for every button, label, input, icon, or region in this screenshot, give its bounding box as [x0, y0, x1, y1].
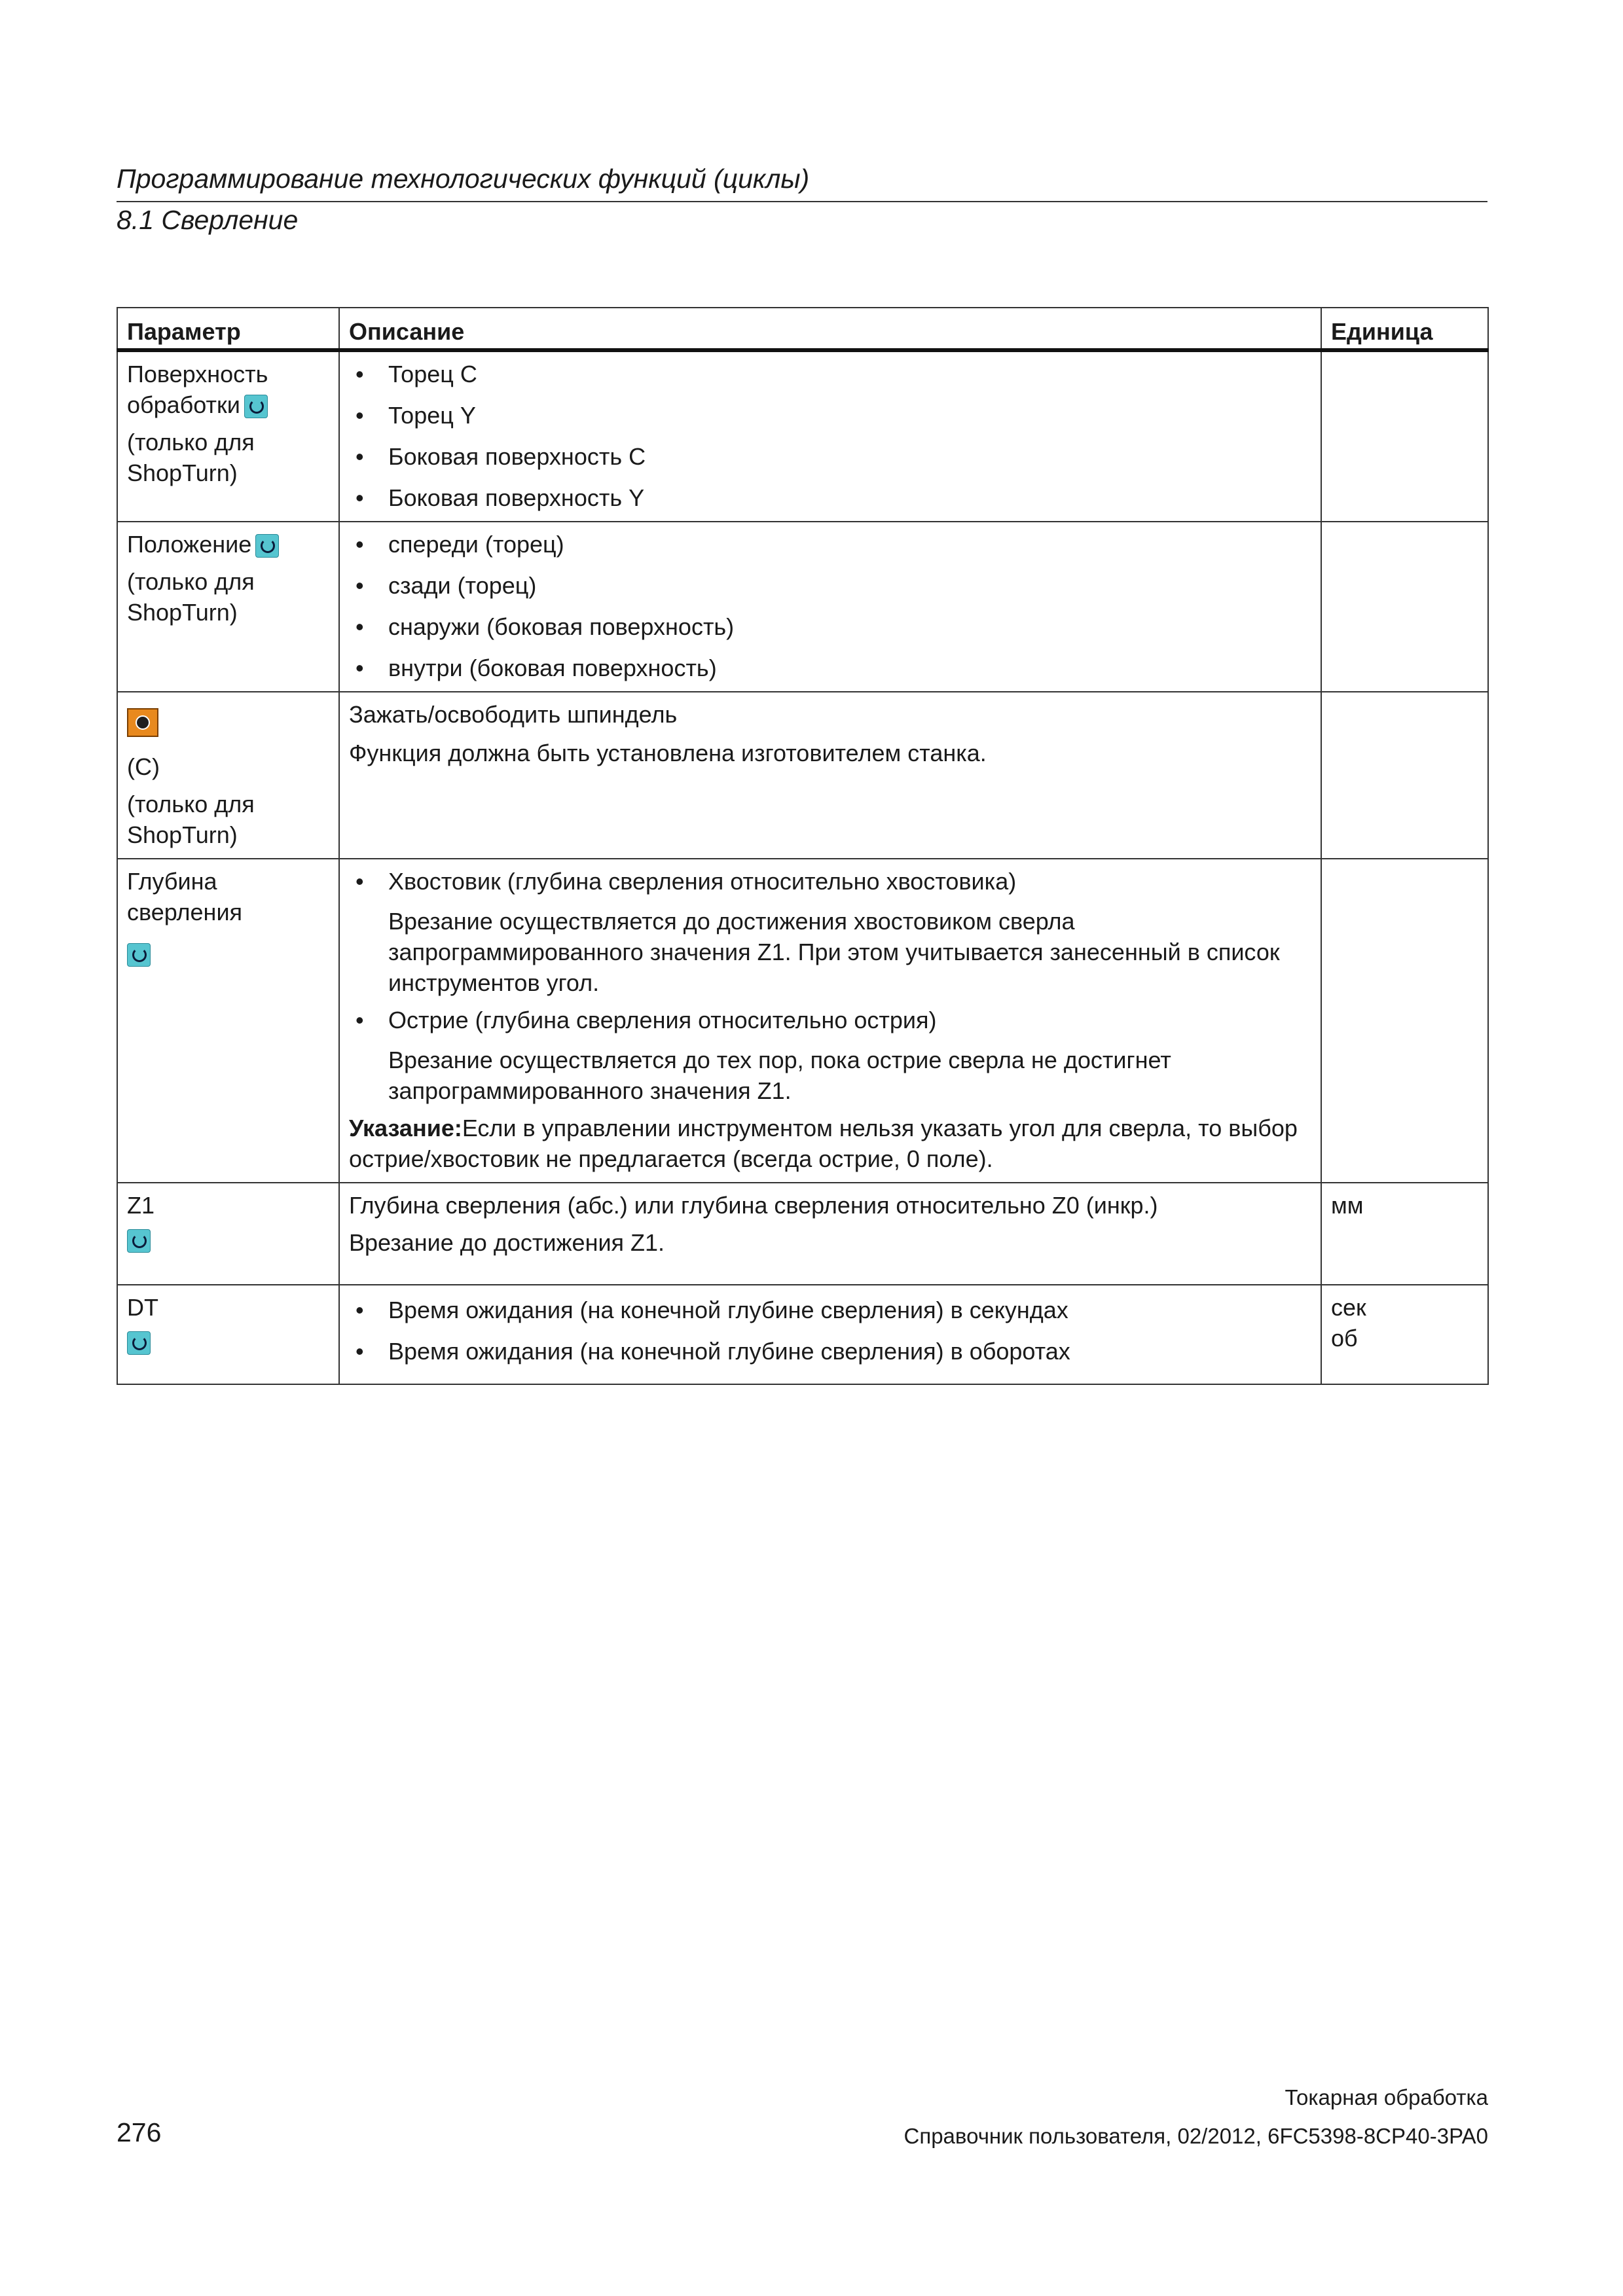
chapter-title: Программирование технологических функций (циклы)	[117, 164, 810, 194]
unit-cell	[1321, 692, 1488, 859]
table-row	[117, 692, 1488, 859]
note	[349, 1113, 1311, 1174]
param-note: (только для ShopTurn)	[127, 568, 255, 626]
param-name: Z1	[127, 1192, 155, 1219]
param-symbol: (C)	[127, 753, 160, 780]
list-item: • снаружи (боковая поверхность)	[349, 611, 1311, 642]
list-item: • внутри (боковая поверхность)	[349, 653, 1311, 683]
param-cell	[117, 1183, 339, 1285]
list-item: • Боковая поверхность C	[349, 441, 1311, 472]
desc-line: Зажать/освободить шпиндель	[349, 701, 678, 728]
header-desc: Описание	[339, 308, 1321, 350]
footer-doc-title: Токарная обработка	[1285, 2085, 1488, 2109]
list-item: • Время ожидания (на конечной глубине сверления) в оборотах	[349, 1336, 1311, 1367]
header-param: Параметр	[117, 308, 339, 350]
unit-cell: мм	[1321, 1183, 1488, 1285]
table-row	[117, 1183, 1488, 1285]
table-row	[117, 350, 1488, 522]
note-text: Если в управлении инструментом нельзя указать угол для сверла, то выбор острие/хвостовик не предлагается (всегда острие, 0 поле).	[349, 1115, 1298, 1172]
header-divider	[117, 201, 1487, 202]
desc-cell	[339, 692, 1321, 859]
section-title: 8.1 Сверление	[117, 205, 299, 235]
list-item: • Время ожидания (на конечной глубине сверления) в секундах	[349, 1295, 1311, 1325]
cycle-toggle-icon	[127, 1229, 151, 1253]
footer-doc-ref: Справочник пользователя, 02/2012, 6FC5398-8CP40-3PA0	[903, 2124, 1488, 2148]
desc-cell	[339, 1285, 1321, 1384]
unit-value: об	[1331, 1325, 1358, 1352]
desc-cell	[339, 859, 1321, 1183]
param-cell	[117, 522, 339, 692]
list-item: • Торец Y	[349, 400, 1311, 431]
desc-cell	[339, 350, 1321, 522]
note-label: Указание:	[349, 1115, 462, 1141]
unit-cell	[1321, 859, 1488, 1183]
param-note: (только для ShopTurn)	[127, 429, 255, 486]
param-cell	[117, 859, 339, 1183]
param-name: Положение	[127, 531, 252, 558]
param-note: (только для ShopTurn)	[127, 791, 255, 848]
cycle-toggle-icon	[127, 1331, 151, 1355]
unit-cell	[1321, 1285, 1488, 1384]
list-item: • Торец C	[349, 359, 1311, 389]
param-name: Глубина сверления	[127, 868, 243, 925]
table-row	[117, 1285, 1488, 1384]
table-row	[117, 859, 1488, 1183]
bullet-detail: Врезание осуществляется до тех пор, пока острие сверла не достигнет запрограммированного значения Z1.	[388, 1047, 1171, 1104]
cycle-toggle-icon	[255, 534, 279, 558]
desc-cell	[339, 522, 1321, 692]
unit-cell	[1321, 350, 1488, 522]
list-item: • Острие (глубина сверления относительно острия)	[349, 1005, 1311, 1035]
parameter-table	[117, 307, 1489, 1385]
spindle-clamp-icon	[127, 708, 158, 737]
desc-line: Врезание до достижения Z1.	[349, 1229, 665, 1256]
desc-cell	[339, 1183, 1321, 1285]
param-cell	[117, 350, 339, 522]
cycle-toggle-icon	[244, 395, 268, 418]
table-header-row	[117, 308, 1488, 350]
param-cell	[117, 1285, 339, 1384]
list-item: • спереди (торец)	[349, 529, 1311, 560]
list-item: • сзади (торец)	[349, 570, 1311, 601]
header-unit: Единица	[1321, 308, 1488, 350]
cycle-toggle-icon	[127, 943, 151, 967]
list-item: • Хвостовик (глубина сверления относительно хвостовика)	[349, 866, 1311, 897]
unit-value: сек	[1331, 1294, 1366, 1321]
desc-line: Функция должна быть установлена изготовителем станка.	[349, 740, 987, 766]
param-cell	[117, 692, 339, 859]
unit-cell	[1321, 522, 1488, 692]
desc-line: Глубина сверления (абс.) или глубина сверления относительно Z0 (инкр.)	[349, 1192, 1158, 1219]
table-row	[117, 522, 1488, 692]
bullet-detail: Врезание осуществляется до достижения хвостовиком сверла запрограммированного значения Z1. При этом учитывается занесенный в список инструментов угол.	[388, 908, 1280, 996]
list-item: • Боковая поверхность Y	[349, 482, 1311, 513]
param-name: DT	[127, 1294, 158, 1321]
page-number: 276	[117, 2117, 162, 2147]
param-name: Поверхность обработки	[127, 361, 268, 418]
